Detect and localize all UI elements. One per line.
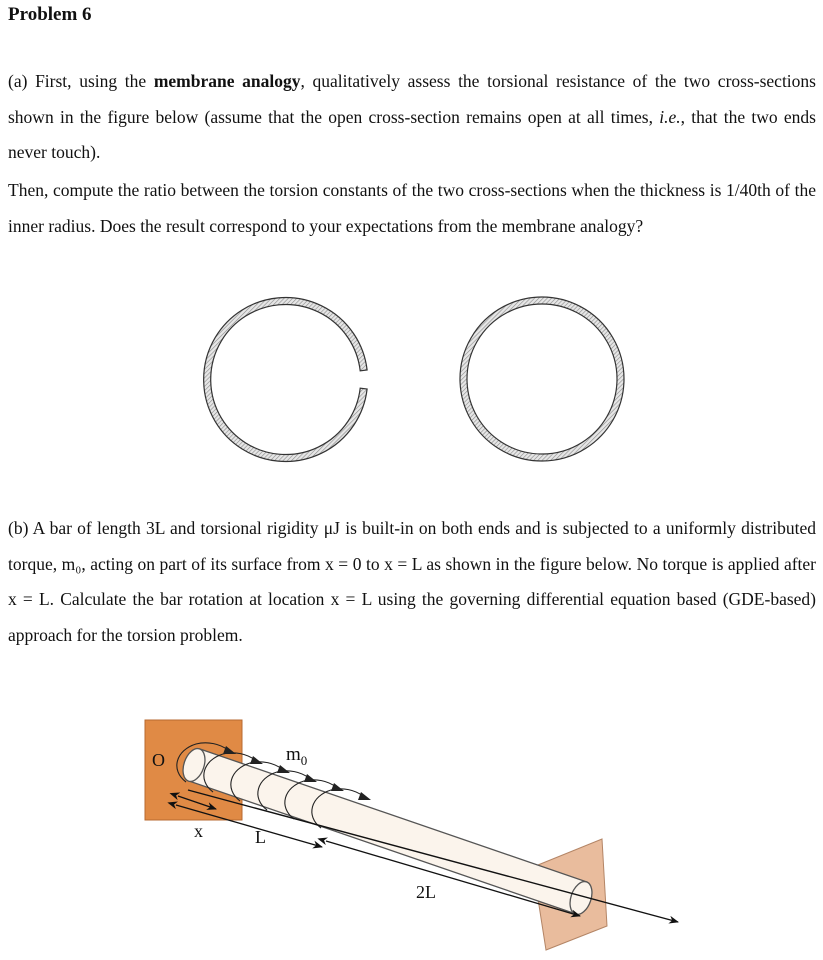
- open-cross-section: [204, 298, 367, 462]
- ie-abbrev: i.e.: [659, 106, 681, 127]
- cross-sections-figure: [0, 285, 823, 485]
- 2l-label: 2L: [416, 882, 436, 902]
- part-b-question: (b) A bar of length 3L and torsional rigidity μJ is built-in on both ends and is subjected to a uniformly distributed torque, m₀, acting on part of its surface from x = 0 to x = L as shown in the figure below. No torque is applied after x = L. Calculate the bar rotation at location x = L using the governing differential equation based (GDE-based) approach for the torsion problem.: [8, 518, 816, 645]
- part-a-intro: (a) First, using the: [8, 71, 154, 91]
- x-axis-arrow: [188, 790, 678, 922]
- origin-label: O: [152, 750, 165, 770]
- bar: [179, 746, 596, 918]
- closed-cross-section: [460, 297, 624, 461]
- problem-title: Problem 6: [8, 4, 92, 25]
- bar-torsion-figure: [0, 700, 823, 960]
- part-a-text2: , that the two ends never touch).: [8, 106, 816, 162]
- l-label: L: [255, 827, 266, 847]
- x-label: x: [194, 821, 203, 841]
- torque-label: $m_0$: [286, 744, 308, 768]
- part-a-then: Then, compute the ratio between the torsion constants of the two cross-sections when the thickness is 1/40th of the inner radius. Does the result correspond to your expectations from the membrane analogy?: [8, 180, 816, 236]
- part-a-text1: , qualitatively assess the torsional resistance of the two cross-sections shown in the figure below (assume that the open cross-section remains open at all times,: [8, 71, 816, 127]
- membrane-analogy-term: membrane analogy: [153, 71, 301, 91]
- part-a-question: [8, 64, 816, 171]
